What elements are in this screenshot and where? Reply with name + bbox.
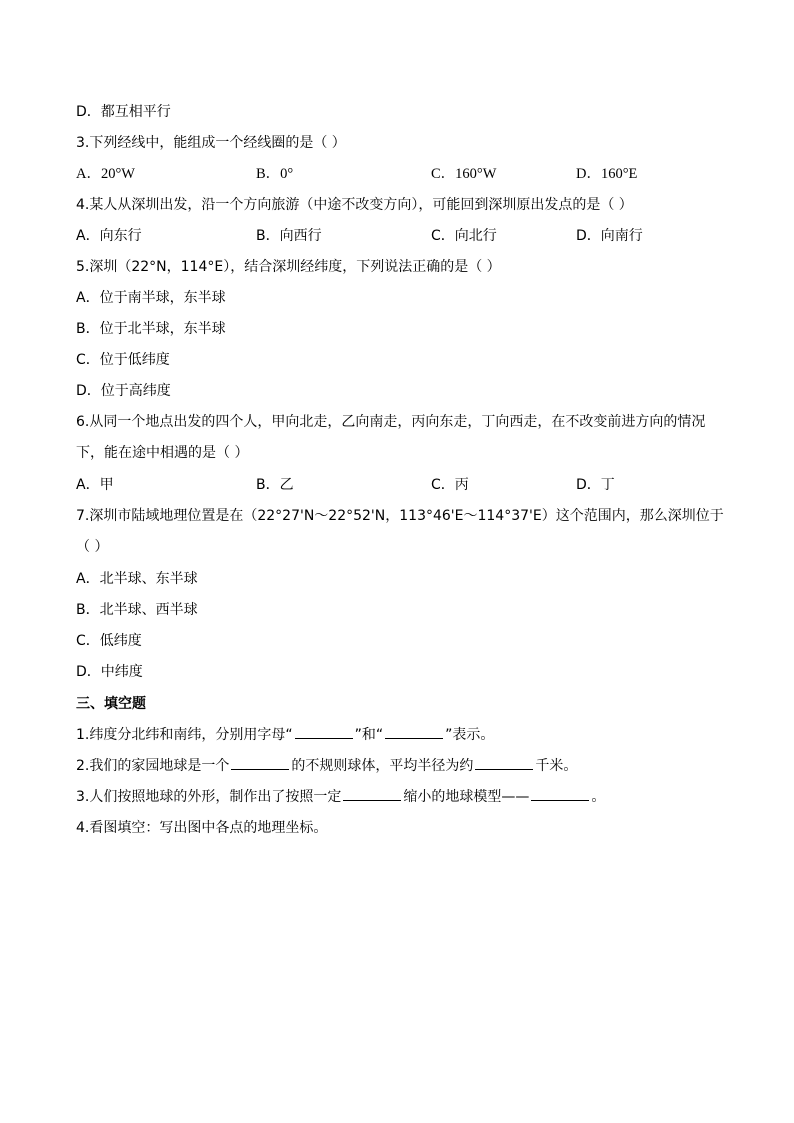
option-line: C．位于低纬度: [76, 352, 170, 368]
fill-question-4: 4.看图填空：写出图中各点的地理坐标。: [76, 820, 328, 836]
answer-blank[interactable]: [475, 755, 533, 770]
option-c: C．160°W: [431, 166, 497, 182]
text: 3.人们按照地球的外形，制作出了按照一定: [76, 789, 342, 805]
options-row: [76, 474, 724, 496]
section-heading: 三、填空题: [76, 696, 146, 712]
option-line: B．位于北半球，东半球: [76, 321, 226, 337]
question-4: 4.某人从深圳出发，沿一个方向旅游（中途不改变方向），可能回到深圳原出发点的是（ ）: [76, 197, 633, 213]
option-d: D．向南行: [576, 228, 643, 244]
option-c: C．向北行: [431, 228, 497, 244]
text: 的不规则球体，平均半径为约: [291, 758, 474, 774]
text: 千米。: [535, 758, 578, 774]
text: ”表示。: [445, 727, 495, 743]
option-c: C．丙: [431, 477, 469, 493]
answer-blank[interactable]: [231, 755, 289, 770]
answer-blank[interactable]: [343, 786, 401, 801]
question-3: 3.下列经线中，能组成一个经线圈的是（ ）: [76, 135, 346, 151]
option-a: A．向东行: [76, 228, 142, 244]
option-line: D．位于高纬度: [76, 383, 171, 399]
question-5: 5.深圳（22°N，114°E），结合深圳经纬度，下列说法正确的是（ ）: [76, 259, 501, 275]
option-a: A．20°W: [76, 166, 135, 182]
option-line: A．北半球、东半球: [76, 571, 198, 587]
option-b: B．向西行: [256, 228, 322, 244]
question-6: 6.从同一个地点出发的四个人，甲向北走，乙向南走，丙向东走，丁向西走，在不改变前进方向的情况下，能在途中相遇的是（ ）: [76, 414, 706, 461]
fill-question-3: [76, 786, 724, 808]
options-row: [76, 225, 724, 247]
options-row: [76, 163, 724, 185]
option-line: D．中纬度: [76, 664, 143, 680]
option-line: B．北半球、西半球: [76, 602, 198, 618]
option-line: D．都互相平行: [76, 104, 171, 120]
answer-blank[interactable]: [531, 786, 589, 801]
option-b: B．0°: [256, 166, 294, 182]
text: 1.纬度分北纬和南纬，分别用字母“: [76, 727, 293, 743]
option-d: D．丁: [576, 477, 615, 493]
option-line: C．低纬度: [76, 633, 142, 649]
option-d: D．160°E: [576, 166, 638, 182]
text: 缩小的地球模型——: [403, 789, 530, 805]
question-7: 7.深圳市陆域地理位置是在（22°27'N～22°52'N，113°46'E～114°37'E）这个范围内，那么深圳位于（ ）: [76, 508, 724, 555]
text: 。: [591, 789, 606, 805]
text: ”和“: [354, 727, 384, 743]
option-line: A．位于南半球，东半球: [76, 290, 226, 306]
option-b: B．乙: [256, 477, 294, 493]
fill-question-2: [76, 755, 724, 777]
text: 2.我们的家园地球是一个: [76, 758, 230, 774]
fill-question-1: [76, 724, 724, 746]
option-a: A．甲: [76, 477, 114, 493]
answer-blank[interactable]: [385, 724, 443, 739]
answer-blank[interactable]: [295, 724, 353, 739]
